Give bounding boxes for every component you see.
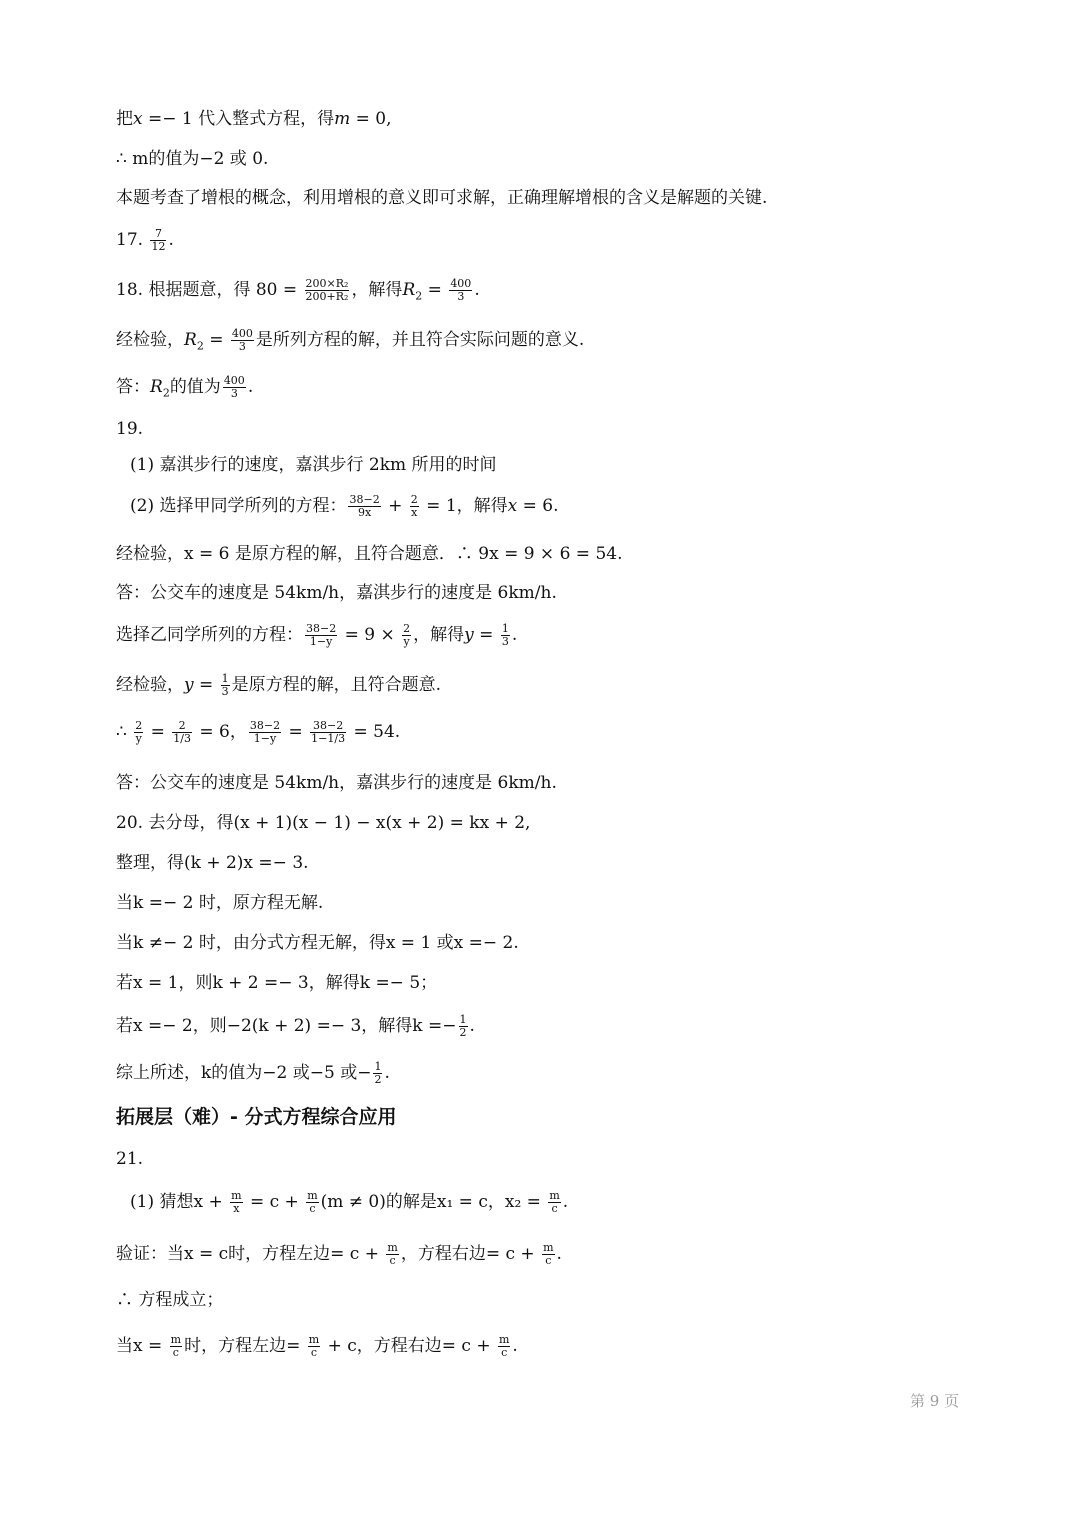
solution-line: 若x = 1，则k + 2 =− 3，解得k =− 5； bbox=[116, 973, 438, 993]
text: 若x =− 2，则−2(k + 2) =− 3，解得k =− bbox=[116, 1016, 457, 1036]
text: . bbox=[384, 1063, 390, 1083]
numerator: m bbox=[308, 1333, 320, 1346]
numerator: m bbox=[307, 1189, 318, 1202]
fraction bbox=[170, 1334, 182, 1359]
fraction bbox=[459, 1014, 468, 1039]
denominator: c bbox=[170, 1346, 182, 1359]
denominator: c bbox=[548, 1202, 560, 1215]
numerator: 400 bbox=[223, 374, 245, 387]
denominator: 1−y bbox=[305, 635, 337, 648]
text: 综上所述，k的值为−2 或−5 或− bbox=[116, 1063, 372, 1083]
denominator: y bbox=[403, 635, 410, 648]
math-var: m bbox=[334, 109, 351, 129]
numerator: 38−2 bbox=[306, 622, 337, 635]
solution-line bbox=[116, 108, 1020, 130]
numerator: 1 bbox=[221, 672, 229, 685]
text: . bbox=[247, 377, 254, 397]
solution-line bbox=[116, 328, 1020, 357]
fraction bbox=[150, 228, 166, 253]
fraction bbox=[230, 1190, 242, 1215]
numerator: 400 bbox=[450, 277, 472, 290]
text: . bbox=[512, 1336, 518, 1356]
solution-line bbox=[116, 623, 1020, 648]
denominator: 1−1/3 bbox=[311, 732, 346, 745]
solution-line bbox=[130, 494, 1020, 519]
text: = bbox=[145, 722, 171, 742]
denominator: 9x bbox=[348, 506, 380, 519]
fraction bbox=[308, 1334, 320, 1359]
text: . bbox=[168, 230, 174, 250]
fraction bbox=[348, 494, 380, 519]
denominator: 3 bbox=[231, 340, 254, 353]
solution-line: 当k ≠− 2 时，由分式方程无解，得x = 1 或x =− 2. bbox=[116, 933, 519, 953]
fraction bbox=[449, 278, 472, 303]
fraction bbox=[548, 1190, 560, 1215]
solution-line bbox=[116, 375, 1020, 404]
text: = 54. bbox=[348, 722, 401, 742]
text: 时，方程左边= bbox=[184, 1336, 306, 1356]
numerator: m bbox=[498, 1333, 510, 1346]
question-number: 19. bbox=[116, 419, 144, 439]
text: 18. 根据题意，得 80 = bbox=[116, 280, 303, 300]
fraction bbox=[310, 720, 346, 745]
solution-line bbox=[116, 1014, 1020, 1039]
section-heading: 拓展层（难）- 分式方程综合应用 bbox=[116, 1106, 397, 1128]
question-number: 17. bbox=[116, 230, 149, 250]
fraction bbox=[249, 720, 281, 745]
text: ，方程右边= c + bbox=[400, 1244, 541, 1264]
solution-line bbox=[116, 1242, 1020, 1267]
denominator: 2 bbox=[374, 1073, 382, 1086]
fraction bbox=[386, 1242, 398, 1267]
denominator: 12 bbox=[151, 240, 166, 253]
numerator: 38−2 bbox=[349, 493, 380, 506]
text: = 1，解得 bbox=[420, 496, 508, 516]
subscript: 2 bbox=[415, 289, 423, 303]
solution-line: 本题考查了增根的概念，利用增根的意义即可求解，正确理解增根的含义是解题的关键. bbox=[116, 188, 768, 208]
text: 答： bbox=[116, 377, 150, 397]
math-var: R bbox=[184, 330, 197, 350]
denominator: 3 bbox=[449, 290, 472, 303]
text: . bbox=[474, 280, 480, 300]
denominator: x bbox=[411, 506, 418, 519]
fraction bbox=[373, 1061, 382, 1086]
numerator: 1 bbox=[501, 622, 509, 635]
math-var: R bbox=[402, 280, 416, 300]
page-number: 第 9 页 bbox=[910, 1392, 960, 1410]
solution-line bbox=[130, 1190, 1020, 1215]
fraction bbox=[410, 494, 419, 519]
text: 的值为 bbox=[169, 377, 221, 397]
numerator: 38−2 bbox=[313, 719, 344, 732]
fraction bbox=[305, 623, 337, 648]
numerator: m bbox=[231, 1189, 242, 1202]
text: 经检验， bbox=[116, 675, 184, 695]
text: =− 1 代入整式方程，得 bbox=[142, 109, 335, 129]
text: 选择乙同学所列的方程： bbox=[116, 625, 303, 645]
fraction bbox=[305, 278, 350, 303]
math-var: x bbox=[507, 496, 518, 516]
numerator: 200×R₂ bbox=[305, 277, 349, 290]
solution-line: ∴ m的值为−2 或 0. bbox=[116, 149, 269, 169]
denominator: 1/3 bbox=[173, 732, 191, 745]
text: (2) 选择甲同学所列的方程： bbox=[130, 496, 347, 516]
text: = bbox=[193, 675, 219, 695]
fraction bbox=[221, 673, 230, 698]
answer-18 bbox=[116, 278, 1020, 307]
text: 当x = bbox=[116, 1336, 168, 1356]
answer-17 bbox=[116, 228, 1020, 253]
solution-line: 经检验，x = 6 是原方程的解，且符合题意．∴ 9x = 9 × 6 = 54. bbox=[116, 544, 623, 564]
denominator: c bbox=[498, 1346, 510, 1359]
text: = 9 × bbox=[339, 625, 401, 645]
math-var: R bbox=[150, 377, 163, 397]
text: = bbox=[473, 625, 499, 645]
text: = bbox=[422, 280, 448, 300]
numerator: 2 bbox=[403, 622, 411, 635]
numerator: 1 bbox=[459, 1013, 467, 1026]
denominator: 1−y bbox=[249, 732, 281, 745]
text: 把 bbox=[116, 109, 133, 129]
text: 是原方程的解，且符合题意. bbox=[231, 675, 442, 695]
solution-line: 20. 去分母，得(x + 1)(x − 1) − x(x + 2) = kx + 2, bbox=[116, 813, 531, 833]
text: ，解得 bbox=[413, 625, 465, 645]
text: = 0, bbox=[350, 109, 392, 129]
fraction bbox=[402, 623, 411, 648]
numerator: m bbox=[543, 1241, 554, 1254]
text: = 6. bbox=[517, 496, 559, 516]
denominator: 200+R₂ bbox=[305, 290, 349, 303]
numerator: 1 bbox=[374, 1060, 382, 1073]
text: . bbox=[556, 1244, 562, 1264]
numerator: 2 bbox=[178, 719, 186, 732]
text: = c + bbox=[244, 1192, 305, 1212]
text: + c，方程右边= c + bbox=[322, 1336, 496, 1356]
denominator: x bbox=[230, 1202, 242, 1215]
math-var: y bbox=[184, 675, 194, 695]
text: . bbox=[511, 625, 518, 645]
solution-line bbox=[116, 1061, 1020, 1086]
solution-line: (1) 嘉淇步行的速度，嘉淇步行 2km 所用的时间 bbox=[130, 455, 497, 475]
fraction bbox=[306, 1190, 318, 1215]
text: 是所列方程的解，并且符合实际问题的意义. bbox=[255, 330, 585, 350]
subscript: 2 bbox=[162, 386, 170, 400]
solution-line: 答：公交车的速度是 54km/h，嘉淇步行的速度是 6km/h. bbox=[116, 773, 557, 793]
text: = 6， bbox=[194, 722, 247, 742]
solution-line: ∴ 方程成立； bbox=[116, 1290, 224, 1310]
numerator: 2 bbox=[135, 719, 143, 732]
solution-line: 整理，得(k + 2)x =− 3. bbox=[116, 853, 309, 873]
denominator: c bbox=[542, 1254, 554, 1267]
text: = bbox=[283, 722, 309, 742]
numerator: 38−2 bbox=[249, 719, 281, 732]
text: + bbox=[382, 496, 408, 516]
numerator: m bbox=[549, 1189, 560, 1202]
numerator: 2 bbox=[410, 493, 418, 506]
text: ，解得 bbox=[351, 280, 403, 300]
denominator: c bbox=[386, 1254, 398, 1267]
denominator: c bbox=[308, 1346, 320, 1359]
fraction bbox=[134, 720, 143, 745]
denominator: 3 bbox=[221, 685, 229, 698]
numerator: 7 bbox=[154, 227, 162, 240]
numerator: m bbox=[170, 1333, 182, 1346]
solution-line bbox=[116, 1334, 1020, 1359]
fraction bbox=[498, 1334, 510, 1359]
denominator: c bbox=[306, 1202, 318, 1215]
fraction bbox=[501, 623, 510, 648]
solution-line: 答：公交车的速度是 54km/h，嘉淇步行的速度是 6km/h. bbox=[116, 583, 557, 603]
denominator: 3 bbox=[223, 387, 246, 400]
text: = bbox=[203, 330, 229, 350]
denominator: 2 bbox=[459, 1026, 467, 1039]
fraction bbox=[223, 375, 246, 400]
text: . bbox=[562, 1192, 569, 1212]
numerator: 400 bbox=[231, 327, 253, 340]
subscript: 2 bbox=[196, 339, 204, 353]
text: . bbox=[469, 1016, 475, 1036]
denominator: y bbox=[135, 732, 142, 745]
text: (m ≠ 0)的解是x₁ = c，x₂ = bbox=[320, 1192, 547, 1212]
math-var: y bbox=[464, 625, 474, 645]
math-var: x bbox=[133, 109, 143, 129]
text: 经检验， bbox=[116, 330, 184, 350]
solution-line: 当k =− 2 时，原方程无解. bbox=[116, 893, 324, 913]
denominator: 3 bbox=[501, 635, 509, 648]
fraction bbox=[231, 328, 254, 353]
fraction bbox=[542, 1242, 554, 1267]
solution-line bbox=[116, 720, 1020, 745]
text: 验证：当x = c时，方程左边= c + bbox=[116, 1244, 385, 1264]
text: ∴ bbox=[116, 722, 133, 742]
text: (1) 猜想x + bbox=[130, 1192, 229, 1212]
fraction bbox=[172, 720, 192, 745]
solution-line bbox=[116, 673, 1020, 698]
numerator: m bbox=[387, 1241, 398, 1254]
question-number: 21. bbox=[116, 1149, 144, 1169]
